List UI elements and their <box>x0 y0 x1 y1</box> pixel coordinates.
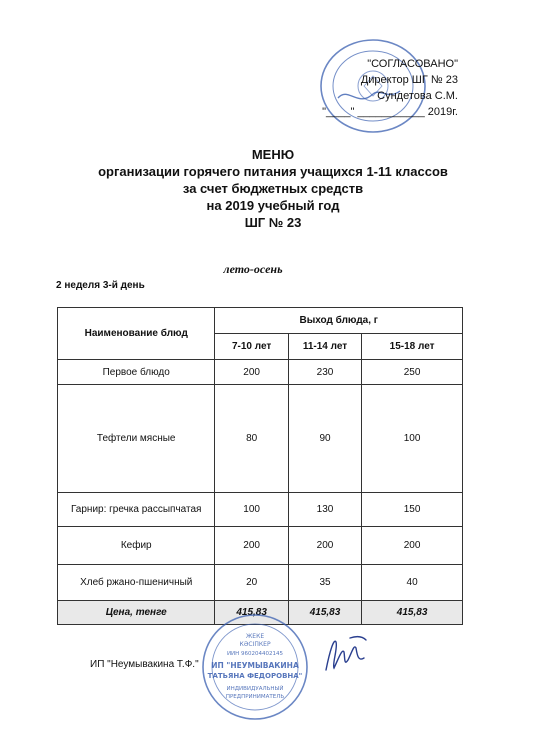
header-age-7-10: 7-10 лет <box>215 334 288 360</box>
entrepreneur-seal-stamp <box>200 612 310 722</box>
table-row <box>58 360 463 385</box>
seal-line: ИИН 960204402145 <box>226 651 284 657</box>
approval-block <box>322 56 458 120</box>
dish-value: 35 <box>288 565 361 601</box>
dish-value: 200 <box>215 527 288 565</box>
approval-person: Сундетова С.М. <box>377 90 458 102</box>
price-label: Цена, тенге <box>58 601 215 625</box>
seal-line: ИНДИВИДУАЛЬНЫЙ <box>226 686 284 692</box>
signatory-label: ИП "Неумывакина Т.Ф." <box>90 659 199 670</box>
seal-line: ПРЕДПРИНИМАТЕЛЬ <box>225 694 285 700</box>
title-line-1: МЕНЮ <box>251 147 295 162</box>
week-day-label: 2 неделя 3-й день <box>56 280 145 291</box>
header-age-15-18: 15-18 лет <box>362 334 463 360</box>
dish-value: 20 <box>215 565 288 601</box>
dish-value: 150 <box>362 493 463 527</box>
dish-value: 130 <box>288 493 361 527</box>
header-dish-name: Наименование блюд <box>58 308 215 360</box>
price-value: 415,83 <box>288 601 361 625</box>
dish-value: 100 <box>215 493 288 527</box>
seal-line: ИП "НЕУМЫВАКИНА <box>211 661 299 670</box>
approval-title: "СОГЛАСОВАНО" <box>367 58 458 70</box>
table-row <box>58 565 463 601</box>
table-row <box>58 527 463 565</box>
table-row <box>58 493 463 527</box>
approval-date: "____" ___________ 2019г. <box>322 106 458 118</box>
title-line-4: на 2019 учебный год <box>206 198 340 213</box>
dish-value: 90 <box>288 385 361 493</box>
dish-value: 200 <box>215 360 288 385</box>
seal-line: ТАТЬЯНА ФЕДОРОВНА" <box>207 672 303 680</box>
dish-name: Тефтели мясные <box>58 385 215 493</box>
title-line-3: за счет бюджетных средств <box>182 181 364 196</box>
dish-name: Гарнир: гречка рассыпчатая <box>58 493 215 527</box>
dish-value: 100 <box>362 385 463 493</box>
header-age-11-14: 11-14 лет <box>288 334 361 360</box>
table-header-row <box>58 308 463 334</box>
dish-value: 250 <box>362 360 463 385</box>
dish-value: 200 <box>362 527 463 565</box>
dish-name: Хлеб ржано-пшеничный <box>58 565 215 601</box>
header-yield: Выход блюда, г <box>215 308 463 334</box>
dish-name: Кефир <box>58 527 215 565</box>
table-row <box>58 385 463 493</box>
price-value: 415,83 <box>215 601 288 625</box>
dish-value: 40 <box>362 565 463 601</box>
handwritten-signature <box>320 630 370 680</box>
document-title <box>0 146 546 231</box>
dish-value: 80 <box>215 385 288 493</box>
title-line-2: организации горячего питания учащихся 1-11 классов <box>98 164 448 179</box>
season-label: лето-осень <box>223 262 283 276</box>
seal-line: КӘСІПКЕР <box>239 641 271 648</box>
dish-value: 230 <box>288 360 361 385</box>
menu-table <box>57 307 463 625</box>
seal-line: ЖЕКЕ <box>245 633 265 640</box>
dish-name: Первое блюдо <box>58 360 215 385</box>
dish-value: 200 <box>288 527 361 565</box>
title-line-5: ШГ № 23 <box>244 215 302 230</box>
price-value: 415,83 <box>362 601 463 625</box>
approval-position: Директор ШГ № 23 <box>360 74 458 86</box>
